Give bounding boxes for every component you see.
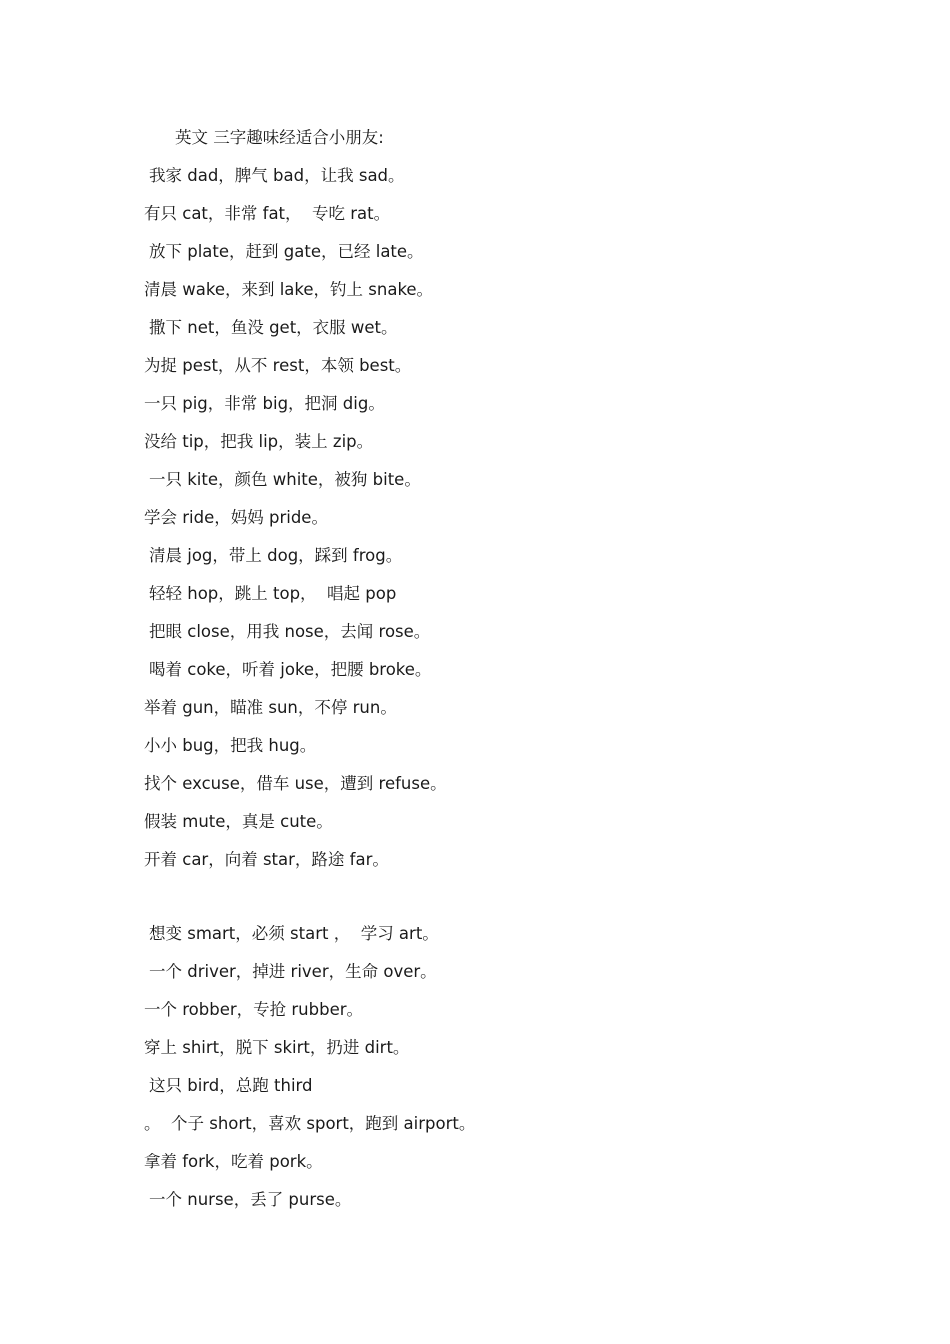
text-line: 一个 nurse，丢了 purse。 (149, 1190, 352, 1209)
document-title: 英文 三字趣味经适合小朋友: (175, 128, 384, 147)
text-line: 一个 driver，掉进 river，生命 over。 (149, 962, 437, 981)
text-line: 有只 cat，非常 fat， 专吃 rat。 (144, 204, 391, 223)
text-line: 穿上 shirt，脱下 skirt，扔进 dirt。 (144, 1038, 410, 1057)
text-line: 撒下 net，鱼没 get，衣服 wet。 (149, 318, 398, 337)
text-line: 一个 robber，专抢 rubber。 (144, 1000, 364, 1019)
text-line: 轻轻 hop，跳上 top， 唱起 pop (149, 584, 397, 603)
text-line: 把眼 close，用我 nose，去闻 rose。 (149, 622, 431, 641)
text-line: 一只 kite，颜色 white，被狗 bite。 (149, 470, 421, 489)
text-line: 清晨 jog，带上 dog，踩到 frog。 (149, 546, 403, 565)
blank-line (144, 887, 864, 923)
text-line: 假装 mute，真是 cute。 (144, 812, 333, 831)
text-line: 为捉 pest，从不 rest，本领 best。 (144, 356, 412, 375)
text-line: 想变 smart，必须 start ， 学习 art。 (149, 924, 439, 943)
document-body (144, 127, 864, 1227)
text-line: 找个 excuse，借车 use，遭到 refuse。 (144, 774, 447, 793)
text-line: 放下 plate，赶到 gate，已经 late。 (149, 242, 424, 261)
text-line: 没给 tip，把我 lip，装上 zip。 (144, 432, 374, 451)
text-line: 。 个子 short，喜欢 sport，跑到 airport。 (144, 1114, 476, 1133)
text-line: 拿着 fork，吃着 pork。 (144, 1152, 323, 1171)
text-line: 一只 pig，非常 big，把洞 dig。 (144, 394, 385, 413)
text-line: 开着 car，向着 star，路途 far。 (144, 850, 389, 869)
text-line: 小小 bug，把我 hug。 (144, 736, 317, 755)
text-line: 喝着 coke，听着 joke，把腰 broke。 (149, 660, 432, 679)
text-line: 举着 gun，瞄准 sun，不停 run。 (144, 698, 397, 717)
text-line: 我家 dad，脾气 bad，让我 sad。 (149, 166, 405, 185)
text-line: 清晨 wake，来到 lake，钓上 snake。 (144, 280, 434, 299)
text-line: 这只 bird，总跑 third (149, 1076, 313, 1095)
text-line: 学会 ride，妈妈 pride。 (144, 508, 328, 527)
